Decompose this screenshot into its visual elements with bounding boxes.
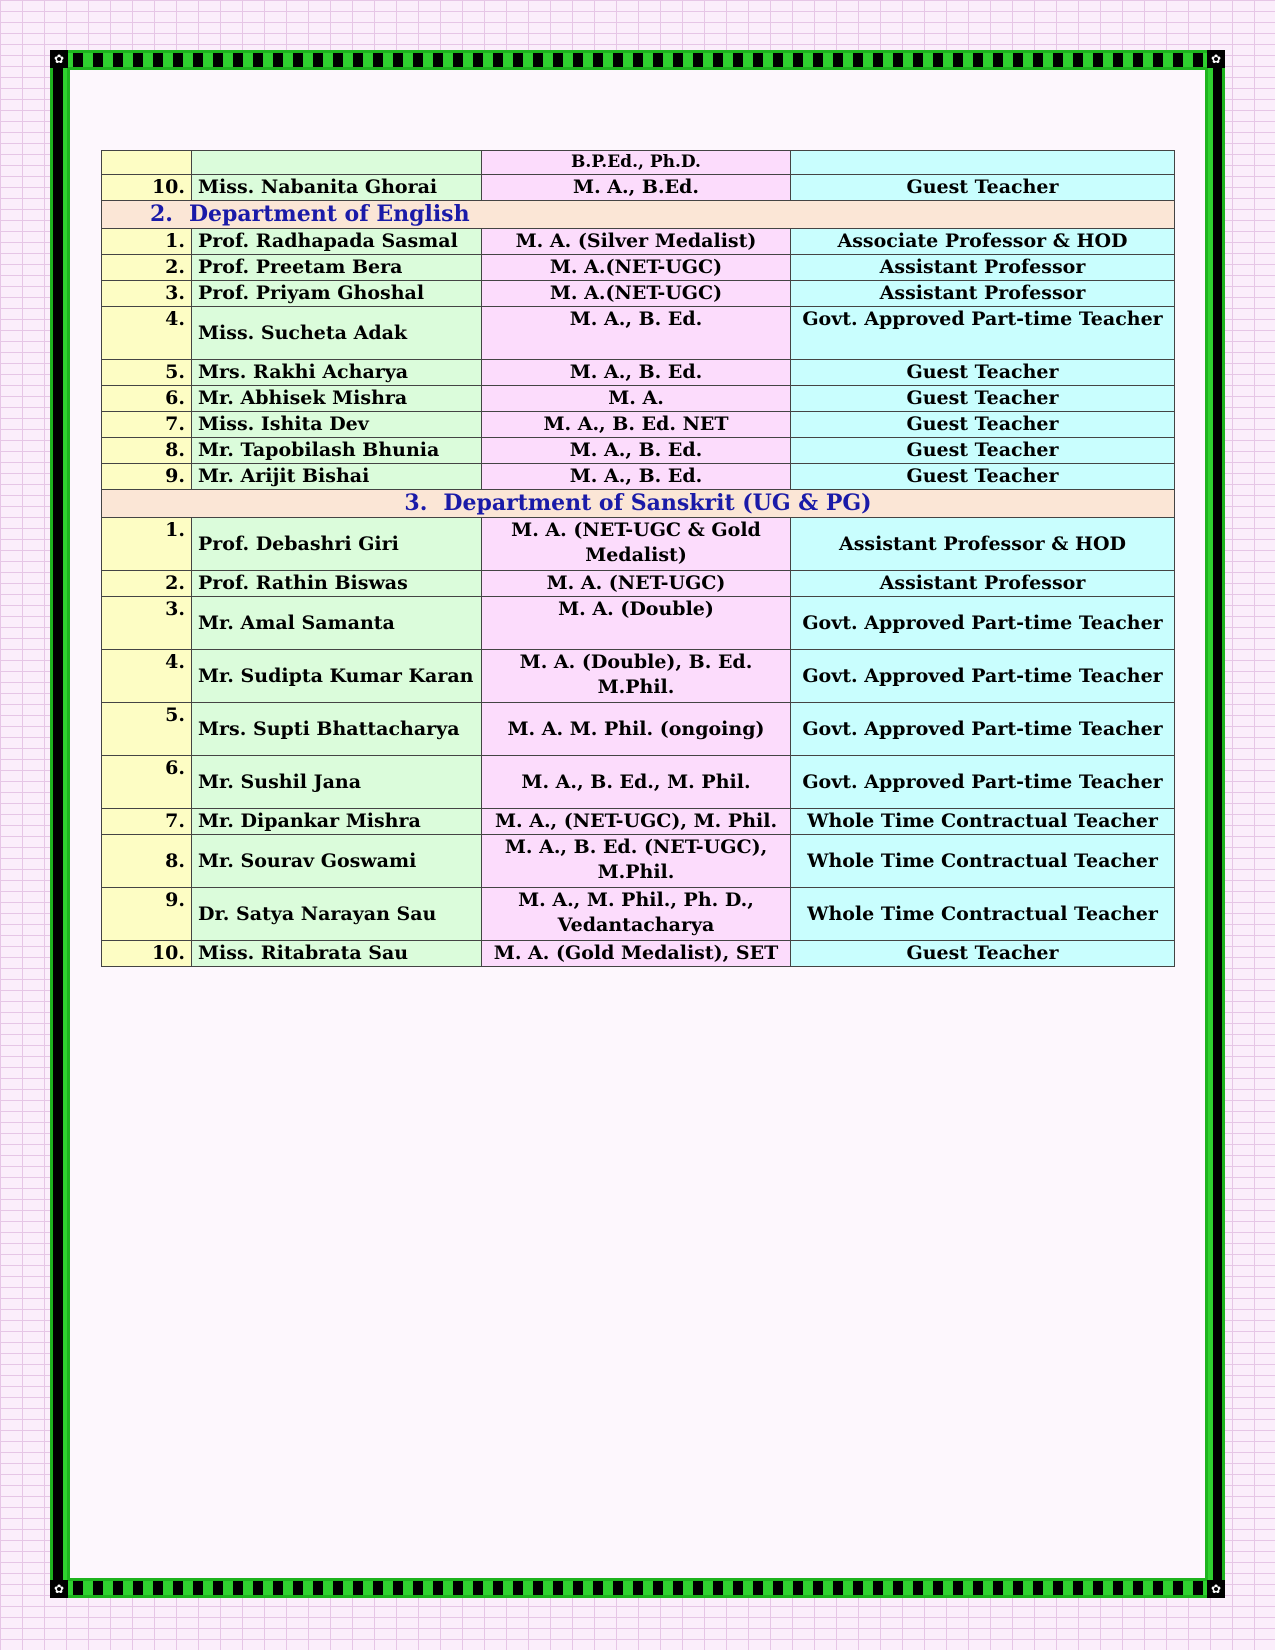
table-row <box>102 281 1175 307</box>
designation-cell: Whole Time Contractual Teacher <box>791 809 1175 835</box>
qualification-cell: M. A., B. Ed. <box>482 360 791 386</box>
serial-cell: 7. <box>102 809 192 835</box>
serial-cell: 7. <box>102 412 192 438</box>
table-row <box>102 175 1175 201</box>
name-cell: Dr. Satya Narayan Sau <box>192 888 482 941</box>
qualification-cell: B.P.Ed., Ph.D. <box>482 151 791 175</box>
table-row <box>102 255 1175 281</box>
name-cell: Miss. Ishita Dev <box>192 412 482 438</box>
qualification-cell: M. A. M. Phil. (ongoing) <box>482 703 791 756</box>
table-row <box>102 307 1175 360</box>
designation-cell: Guest Teacher <box>791 386 1175 412</box>
table-row <box>102 809 1175 835</box>
designation-cell: Guest Teacher <box>791 464 1175 490</box>
name-cell: Prof. Debashri Giri <box>192 518 482 571</box>
designation-cell: Guest Teacher <box>791 175 1175 201</box>
table-row <box>102 360 1175 386</box>
name-cell: Prof. Rathin Biswas <box>192 571 482 597</box>
department-title <box>102 201 1175 229</box>
table-row <box>102 756 1175 809</box>
qualification-cell: M. A., B.Ed. <box>482 175 791 201</box>
designation-cell: Guest Teacher <box>791 360 1175 386</box>
qualification-cell: M. A. (Silver Medalist) <box>482 229 791 255</box>
designation-cell <box>791 151 1175 175</box>
name-cell: Prof. Preetam Bera <box>192 255 482 281</box>
qualification-cell: M. A., B. Ed., M. Phil. <box>482 756 791 809</box>
qualification-cell: M. A.(NET-UGC) <box>482 255 791 281</box>
name-cell <box>192 151 482 175</box>
qualification-cell: M. A., B. Ed. NET <box>482 412 791 438</box>
name-cell: Mrs. Rakhi Acharya <box>192 360 482 386</box>
name-cell: Mr. Arijit Bishai <box>192 464 482 490</box>
qualification-cell: M. A., B. Ed. <box>482 464 791 490</box>
department-number: 3. <box>404 490 428 516</box>
name-cell: Mr. Dipankar Mishra <box>192 809 482 835</box>
qualification-cell: M. A. <box>482 386 791 412</box>
designation-cell: Associate Professor & HOD <box>791 229 1175 255</box>
name-cell: Mr. Sudipta Kumar Karan <box>192 650 482 703</box>
designation-cell: Guest Teacher <box>791 438 1175 464</box>
qualification-cell: M. A.(NET-UGC) <box>482 281 791 307</box>
serial-cell: 3. <box>102 597 192 650</box>
serial-cell: 8. <box>102 835 192 888</box>
corner-ornament-icon: ✿ <box>1207 1580 1225 1598</box>
serial-cell: 4. <box>102 650 192 703</box>
department-name: Department of English <box>188 201 470 227</box>
serial-cell: 10. <box>102 175 192 201</box>
name-cell: Miss. Ritabrata Sau <box>192 941 482 967</box>
corner-ornament-icon: ✿ <box>50 1580 68 1598</box>
corner-ornament-icon: ✿ <box>1207 50 1225 68</box>
table-row <box>102 386 1175 412</box>
qualification-cell: M. A., B. Ed. <box>482 307 791 360</box>
department-header-sanskrit <box>102 490 1175 518</box>
designation-cell: Guest Teacher <box>791 412 1175 438</box>
serial-cell: 8. <box>102 438 192 464</box>
department-number: 2. <box>150 201 173 227</box>
designation-cell: Whole Time Contractual Teacher <box>791 888 1175 941</box>
serial-cell: 9. <box>102 888 192 941</box>
qualification-cell: M. A. (Double) <box>482 597 791 650</box>
designation-cell: Assistant Professor <box>791 255 1175 281</box>
serial-cell: 6. <box>102 386 192 412</box>
name-cell: Miss. Sucheta Adak <box>192 307 482 360</box>
qualification-cell: M. A., (NET-UGC), M. Phil. <box>482 809 791 835</box>
serial-cell: 10. <box>102 941 192 967</box>
qualification-cell: M. A., B. Ed. <box>482 438 791 464</box>
serial-cell: 2. <box>102 571 192 597</box>
table-row <box>102 229 1175 255</box>
table-row <box>102 941 1175 967</box>
name-cell: Prof. Radhapada Sasmal <box>192 229 482 255</box>
qualification-cell: M. A. (Gold Medalist), SET <box>482 941 791 967</box>
designation-cell: Whole Time Contractual Teacher <box>791 835 1175 888</box>
serial-cell: 5. <box>102 360 192 386</box>
serial-cell: 5. <box>102 703 192 756</box>
serial-cell: 2. <box>102 255 192 281</box>
name-cell: Mr. Sourav Goswami <box>192 835 482 888</box>
table-row <box>102 518 1175 571</box>
serial-cell: 4. <box>102 307 192 360</box>
designation-cell: Assistant Professor & HOD <box>791 518 1175 571</box>
designation-cell: Govt. Approved Part-time Teacher <box>791 650 1175 703</box>
serial-cell: 9. <box>102 464 192 490</box>
serial-cell: 1. <box>102 518 192 571</box>
name-cell: Mrs. Supti Bhattacharya <box>192 703 482 756</box>
table-row <box>102 597 1175 650</box>
name-cell: Mr. Sushil Jana <box>192 756 482 809</box>
serial-cell: 1. <box>102 229 192 255</box>
faculty-table <box>101 150 1175 967</box>
designation-cell: Govt. Approved Part-time Teacher <box>791 597 1175 650</box>
qualification-cell: M. A. (NET-UGC) <box>482 571 791 597</box>
designation-cell: Guest Teacher <box>791 941 1175 967</box>
designation-cell: Assistant Professor <box>791 281 1175 307</box>
designation-cell: Govt. Approved Part-time Teacher <box>791 756 1175 809</box>
department-header-english <box>102 201 1175 229</box>
table-row <box>102 571 1175 597</box>
designation-cell: Govt. Approved Part-time Teacher <box>791 703 1175 756</box>
qualification-cell: M. A. (Double), B. Ed. M.Phil. <box>482 650 791 703</box>
department-title <box>102 490 1175 518</box>
department-name: Department of Sanskrit (UG & PG) <box>443 490 872 516</box>
name-cell: Miss. Nabanita Ghorai <box>192 175 482 201</box>
name-cell: Mr. Tapobilash Bhunia <box>192 438 482 464</box>
serial-cell: 3. <box>102 281 192 307</box>
table-row <box>102 703 1175 756</box>
corner-ornament-icon: ✿ <box>50 50 68 68</box>
table-row <box>102 888 1175 941</box>
serial-cell: 6. <box>102 756 192 809</box>
qualification-cell: M. A. (NET-UGC & Gold Medalist) <box>482 518 791 571</box>
name-cell: Mr. Amal Samanta <box>192 597 482 650</box>
designation-cell: Assistant Professor <box>791 571 1175 597</box>
qualification-cell: M. A., B. Ed. (NET-UGC), M.Phil. <box>482 835 791 888</box>
name-cell: Mr. Abhisek Mishra <box>192 386 482 412</box>
name-cell: Prof. Priyam Ghoshal <box>192 281 482 307</box>
table-row <box>102 835 1175 888</box>
table-row <box>102 650 1175 703</box>
qualification-cell: M. A., M. Phil., Ph. D., Vedantacharya <box>482 888 791 941</box>
serial-cell <box>102 151 192 175</box>
table-row <box>102 438 1175 464</box>
table-row <box>102 412 1175 438</box>
designation-cell: Govt. Approved Part-time Teacher <box>791 307 1175 360</box>
table-row-continuation <box>102 151 1175 175</box>
table-row <box>102 464 1175 490</box>
